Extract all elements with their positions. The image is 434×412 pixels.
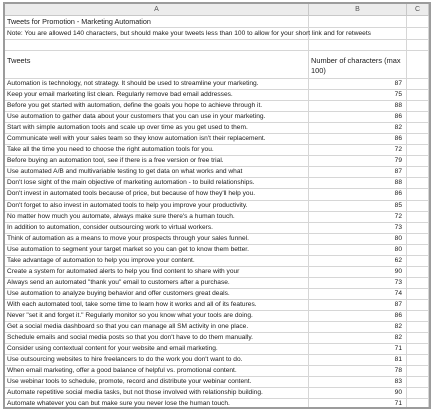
empty-cell[interactable]	[407, 178, 429, 188]
note-text: Note: You are allowed 140 characters, but should make your tweets less than 100 to allow for your short link and for retweets	[7, 30, 371, 37]
empty-cell[interactable]	[407, 156, 429, 166]
character-count-cell[interactable]: 78	[309, 366, 407, 376]
tweet-text-cell[interactable]: Create a system for automated alerts to help you find content to share with your	[5, 267, 309, 277]
empty-cell[interactable]	[407, 145, 429, 155]
tweet-text-cell[interactable]: Get a social media dashboard so that you can manage all SM activity in one place.	[5, 322, 309, 332]
table-row	[5, 289, 429, 300]
tweet-text-cell[interactable]: Automate repetitive social media tasks, but not those involved with relationship building.	[5, 388, 309, 398]
character-count-cell[interactable]: 71	[309, 344, 407, 354]
table-row	[5, 167, 429, 178]
tweet-text-cell[interactable]: Think of automation as a means to move your prospects through your sales funnel.	[5, 234, 309, 244]
empty-cell[interactable]	[407, 201, 429, 211]
character-count-cell[interactable]: 87	[309, 79, 407, 89]
tweet-text-cell[interactable]: Don't forget to also invest in automated tools to help you improve your productivity.	[5, 201, 309, 211]
tweet-text-cell[interactable]: Use automation to analyze buying behavior and offer customers great deals.	[5, 289, 309, 299]
character-count-cell[interactable]: 90	[309, 388, 407, 398]
table-row	[5, 212, 429, 223]
table-row	[5, 201, 429, 212]
tweet-text-cell[interactable]: Use automation to gather data about your customers that you can use in your marketing.	[5, 112, 309, 122]
header-character-count[interactable]: Number of characters (max 100)	[309, 51, 407, 78]
character-count-cell[interactable]: 75	[309, 90, 407, 100]
table-row	[5, 123, 429, 134]
sheet-title[interactable]: Tweets for Promotion - Marketing Automation	[5, 16, 309, 27]
table-row	[5, 145, 429, 156]
character-count-cell[interactable]: 62	[309, 256, 407, 266]
character-count-cell[interactable]: 86	[309, 134, 407, 144]
table-row	[5, 344, 429, 355]
table-row	[5, 156, 429, 167]
tweet-rows	[5, 79, 429, 409]
table-row	[5, 300, 429, 311]
tweet-text-cell[interactable]: Start with simple automation tools and scale up over time as you get used to them.	[5, 123, 309, 133]
character-count-cell[interactable]: 87	[309, 167, 407, 177]
empty-cell[interactable]	[407, 278, 429, 288]
empty-cell[interactable]	[407, 90, 429, 100]
table-row	[5, 245, 429, 256]
character-count-cell[interactable]: 81	[309, 355, 407, 365]
empty-cell[interactable]	[407, 388, 429, 398]
empty-cell[interactable]	[407, 366, 429, 376]
character-count-cell[interactable]: 74	[309, 289, 407, 299]
character-count-cell[interactable]: 87	[309, 300, 407, 310]
table-row	[5, 112, 429, 123]
character-count-cell[interactable]: 80	[309, 245, 407, 255]
tweet-text-cell[interactable]: Always send an automated "thank you" email to customers after a purchase.	[5, 278, 309, 288]
tweet-text-cell[interactable]: Before you get started with automation, define the goals you hope to achieve through it.	[5, 101, 309, 111]
empty-cell[interactable]	[407, 256, 429, 266]
character-count-cell[interactable]: 73	[309, 278, 407, 288]
tweet-text-cell[interactable]: Take advantage of automation to help you improve your content.	[5, 256, 309, 266]
tweet-text-cell[interactable]: Don't invest in automated tools because of price, but because of how they'll help you.	[5, 189, 309, 199]
table-header-row	[5, 51, 429, 79]
table-row	[5, 355, 429, 366]
tweet-text-cell[interactable]: No matter how much you automate, always make sure there's a human touch.	[5, 212, 309, 222]
character-count-cell[interactable]: 88	[309, 101, 407, 111]
table-row	[5, 377, 429, 388]
empty-cell[interactable]	[407, 344, 429, 354]
empty-cell[interactable]	[407, 112, 429, 122]
empty-cell[interactable]	[309, 16, 407, 27]
column-header-b[interactable]: B	[309, 4, 407, 15]
character-count-cell[interactable]: 83	[309, 377, 407, 387]
tweet-text-cell[interactable]: With each automated tool, take some time to learn how it works and all of its features.	[5, 300, 309, 310]
character-count-cell[interactable]: 79	[309, 156, 407, 166]
empty-cell[interactable]	[407, 123, 429, 133]
spreadsheet-frame	[3, 2, 431, 409]
character-count-cell[interactable]: 86	[309, 189, 407, 199]
table-row	[5, 366, 429, 377]
empty-cell[interactable]	[407, 189, 429, 199]
empty-cell[interactable]	[407, 333, 429, 343]
empty-cell[interactable]	[407, 16, 429, 27]
blank-row	[5, 40, 429, 51]
empty-cell[interactable]	[407, 245, 429, 255]
table-row	[5, 223, 429, 234]
tweet-text-cell[interactable]: Use automation to segment your target market so you can get to know them better.	[5, 245, 309, 255]
character-count-cell[interactable]: 71	[309, 399, 407, 409]
character-count-cell[interactable]: 88	[309, 178, 407, 188]
empty-cell[interactable]	[407, 223, 429, 233]
table-row	[5, 399, 429, 409]
empty-cell[interactable]	[309, 40, 407, 50]
table-row	[5, 278, 429, 289]
tweet-text-cell[interactable]: Consider using contextual content for your website and email marketing.	[5, 344, 309, 354]
character-count-cell[interactable]: 72	[309, 212, 407, 222]
character-count-cell[interactable]: 82	[309, 333, 407, 343]
table-row	[5, 322, 429, 333]
empty-cell[interactable]	[407, 311, 429, 321]
empty-cell[interactable]	[407, 101, 429, 111]
character-count-cell[interactable]: 82	[309, 123, 407, 133]
tweet-text-cell[interactable]: Don't lose sight of the main objective of marketing automation - to build relationships.	[5, 178, 309, 188]
empty-cell[interactable]	[407, 134, 429, 144]
table-row	[5, 178, 429, 189]
column-header-bar	[5, 4, 429, 16]
character-count-cell[interactable]: 82	[309, 322, 407, 332]
tweet-text-cell[interactable]: Automation is technology, not strategy. It should be used to streamline your marketing.	[5, 79, 309, 89]
header-tweets[interactable]: Tweets	[5, 51, 309, 78]
column-header-a[interactable]: A	[5, 4, 309, 15]
tweet-text-cell[interactable]: Never "set it and forget it." Regularly monitor so you know what your tools are doing.	[5, 311, 309, 321]
empty-cell[interactable]	[407, 399, 429, 409]
table-row	[5, 234, 429, 245]
empty-cell[interactable]	[407, 212, 429, 222]
empty-cell[interactable]	[407, 355, 429, 365]
empty-cell[interactable]	[5, 40, 309, 50]
empty-cell[interactable]	[407, 167, 429, 177]
character-count-cell[interactable]: 72	[309, 145, 407, 155]
empty-cell[interactable]	[407, 300, 429, 310]
empty-cell[interactable]	[407, 234, 429, 244]
empty-cell[interactable]	[407, 322, 429, 332]
character-count-cell[interactable]: 73	[309, 223, 407, 233]
table-row	[5, 388, 429, 399]
tweet-text-cell[interactable]: Keep your email marketing list clean. Regularly remove bad email addresses.	[5, 90, 309, 100]
character-count-cell[interactable]: 85	[309, 201, 407, 211]
tweet-text-cell[interactable]: Use webinar tools to schedule, promote, record and distribute your webinar content.	[5, 377, 309, 387]
table-row	[5, 79, 429, 90]
character-count-cell[interactable]: 90	[309, 267, 407, 277]
table-row	[5, 90, 429, 101]
table-row	[5, 189, 429, 200]
character-count-cell[interactable]: 80	[309, 234, 407, 244]
empty-cell[interactable]	[407, 40, 429, 50]
table-row	[5, 311, 429, 322]
tweet-text-cell[interactable]: In addition to automation, consider outsourcing work to virtual workers.	[5, 223, 309, 233]
table-row	[5, 333, 429, 344]
tweet-text-cell[interactable]: Take all the time you need to choose the right automation tools for you.	[5, 145, 309, 155]
tweet-text-cell[interactable]: Communicate well with your sales team so they know automation isn't their replacement.	[5, 134, 309, 144]
empty-cell[interactable]	[407, 377, 429, 387]
empty-cell[interactable]	[407, 267, 429, 277]
table-row	[5, 256, 429, 267]
tweet-text-cell[interactable]: Before buying an automation tool, see if there is a free version or free trial.	[5, 156, 309, 166]
note-row	[5, 28, 429, 40]
table-row	[5, 101, 429, 112]
empty-cell[interactable]	[407, 79, 429, 89]
character-count-cell[interactable]: 86	[309, 112, 407, 122]
tweet-text-cell[interactable]: Schedule emails and social media posts so that you don't have to do them manually.	[5, 333, 309, 343]
table-row	[5, 134, 429, 145]
empty-cell[interactable]	[407, 51, 429, 78]
empty-cell[interactable]	[407, 28, 429, 39]
spreadsheet	[5, 4, 429, 409]
title-row	[5, 16, 429, 28]
character-count-cell[interactable]: 86	[309, 311, 407, 321]
tweet-text-cell[interactable]: Use automated A/B and multivariable testing to get data on what works and what	[5, 167, 309, 177]
tweet-text-cell[interactable]: Use outsourcing websites to hire freelancers to do the work you don't want to do.	[5, 355, 309, 365]
column-header-c[interactable]: C	[407, 4, 429, 15]
empty-cell[interactable]	[407, 289, 429, 299]
tweet-text-cell[interactable]: When email marketing, offer a good balance of helpful vs. promotional content.	[5, 366, 309, 376]
table-row	[5, 267, 429, 278]
tweet-text-cell[interactable]: Automate whatever you can but make sure you never lose the human touch.	[5, 399, 309, 409]
